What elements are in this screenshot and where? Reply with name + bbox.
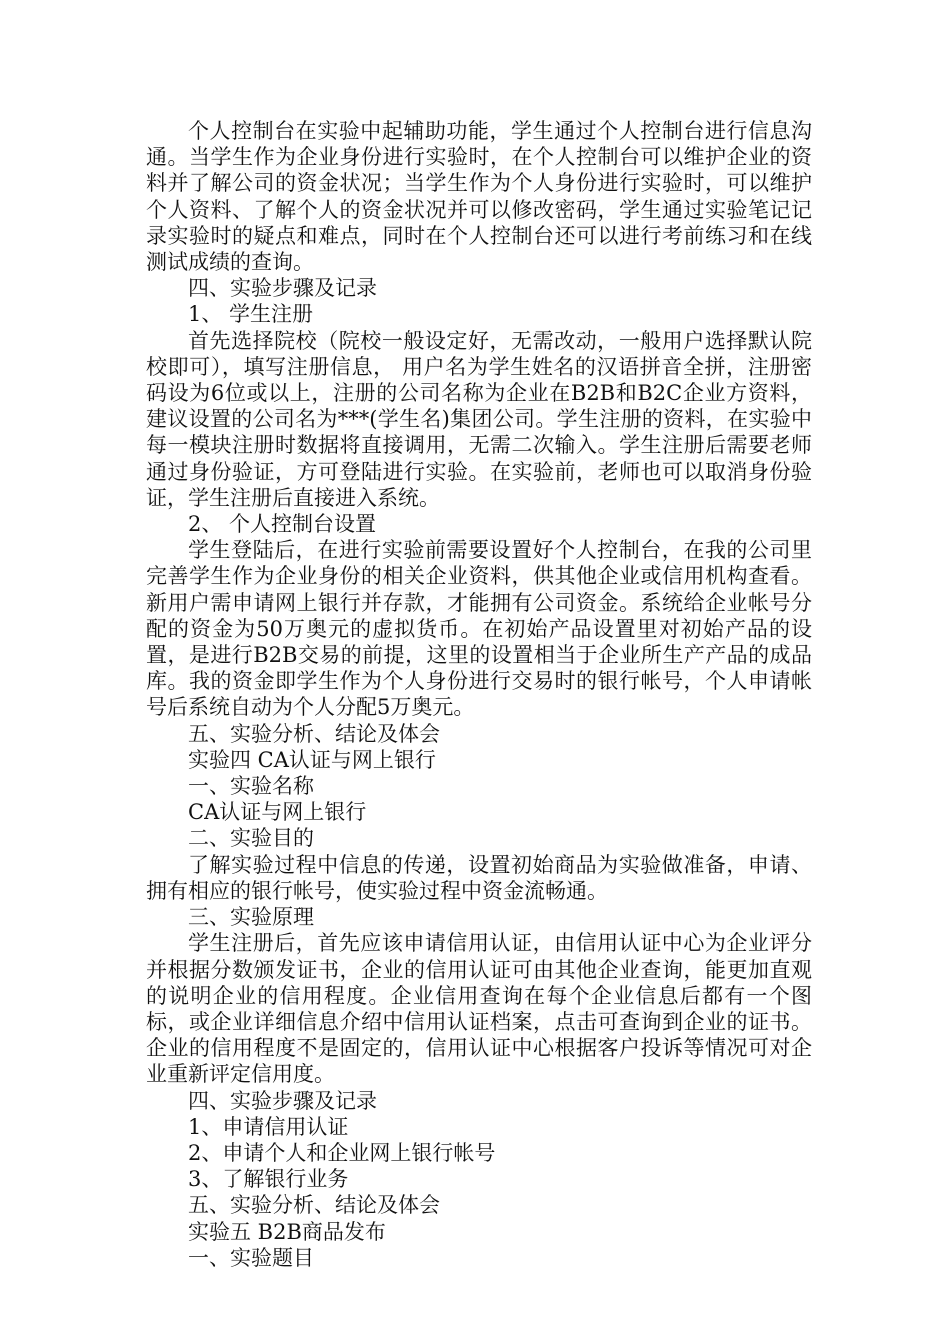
heading-experiment-principle: 三、实验原理 bbox=[188, 905, 314, 930]
paragraph-console-intro: 个人控制台在实验中起辅助功能，学生通过个人控制台进行信息沟通。当学生作为企业身份进行实验时，在个人控制台可以维护企业的资料并了解公司的资金状况；当学生作为个人身份进行实验时，可以维护个人资料、了解个人的资金状况并可以修改密码，学生通过实验笔记记录实验时的疑点和难点，同时在个人控制台还可以进行考前练习和在线测试成绩的查询。 bbox=[146, 119, 812, 275]
heading-steps-1: 四、实验步骤及记录 bbox=[188, 276, 377, 301]
paragraph-register: 首先选择院校（院校一般设定好，无需改动，一般用户选择默认院校即可），填写注册信息， 用户名为学生姓名的汉语拼音全拼，注册密码设为6位或以上，注册的公司名称为企业在B2B和B2C企业方资料，建议设置的公司名为***(学生名)集团公司。学生注册的资料，在实验中每一模块注册时数据将直接调用，无需二次输入。学生注册后需要老师通过身份验证，方可登陆进行实验。在实验前，老师也可以取消身份验证，学生注册后直接进入系统。 bbox=[146, 328, 812, 510]
heading-experiment-4: 实验四 CA认证与网上银行 bbox=[188, 747, 436, 772]
heading-console-setup: 2、 个人控制台设置 bbox=[188, 512, 377, 537]
paragraph-console-setup: 学生登陆后，在进行实验前需要设置好个人控制台，在我的公司里完善学生作为企业身份的相关企业资料，供其他企业或信用机构查看。新用户需申请网上银行并存款，才能拥有公司资金。系统给企业帐号分配的资金为50万奥元的虚拟货币。在初始产品设置里对初始产品的设置，是进行B2B交易的前提，这里的设置相当于企业所生产产品的成品库。我的资金即学生作为个人身份进行交易时的银行帐号，个人申请帐号后系统自动为个人分配5万奥元。 bbox=[146, 538, 812, 720]
heading-experiment-purpose: 二、实验目的 bbox=[188, 826, 314, 851]
paragraph-experiment-name: CA认证与网上银行 bbox=[188, 800, 367, 825]
paragraph-experiment-purpose: 了解实验过程中信息的传递，设置初始商品为实验做准备，申请、拥有相应的银行帐号，使实验过程中资金流畅通。 bbox=[146, 852, 812, 903]
heading-experiment-name: 一、实验名称 bbox=[188, 774, 314, 799]
heading-steps-2: 四、实验步骤及记录 bbox=[188, 1088, 377, 1113]
list-item-credit: 1、申请信用认证 bbox=[188, 1114, 349, 1139]
heading-experiment-5: 实验五 B2B商品发布 bbox=[188, 1219, 386, 1244]
heading-student-register: 1、 学生注册 bbox=[188, 302, 314, 327]
document-body bbox=[146, 118, 812, 1271]
list-item-bank-account: 2、申请个人和企业网上银行帐号 bbox=[188, 1140, 496, 1165]
paragraph-experiment-principle: 学生注册后，首先应该申请信用认证，由信用认证中心为企业评分并根据分数颁发证书，企业的信用认证可由其他企业查询，能更加直观的说明企业的信用程度。企业信用查询在每个企业信息后都有一个图标，或企业详细信息介绍中信用认证档案，点击可查询到企业的证书。企业的信用程度不是固定的，信用认证中心根据客户投诉等情况可对企业重新评定信用度。 bbox=[146, 931, 812, 1087]
heading-analysis-1: 五、实验分析、结论及体会 bbox=[188, 721, 440, 746]
list-item-bank-business: 3、了解银行业务 bbox=[188, 1167, 349, 1192]
heading-analysis-2: 五、实验分析、结论及体会 bbox=[188, 1193, 440, 1218]
heading-experiment-topic: 一、实验题目 bbox=[188, 1245, 314, 1270]
